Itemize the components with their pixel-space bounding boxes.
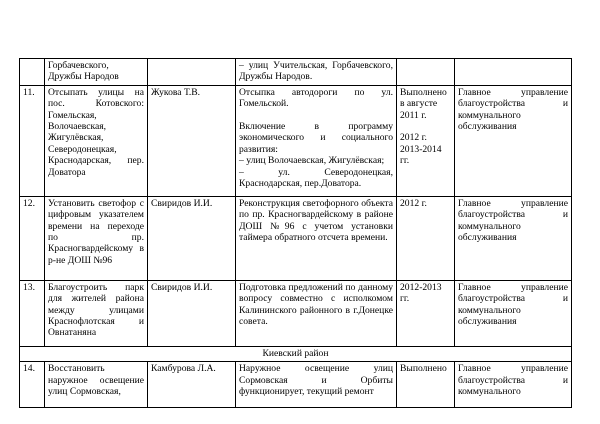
status-cell [397,85,455,196]
row-number [20,59,45,86]
notes-cell: Реконструкция светофорного объекта по пр. Красногвардейскому в районе ДОШ №96 с учетом установки таймера обратного отсчета времени. [236,196,397,280]
org-cell: Главное управление благоустройства и коммунального [455,362,572,408]
status-line: 2012 г. 2013-2014 гг. [400,132,442,167]
org-cell: Главное управление благоустройства и коммунального обслуживания [455,196,572,280]
notes-cell [236,85,397,196]
status-cell: 2012-2013 гг. [397,280,455,346]
notes-paragraph: Отсыпка автодороги по ул. Гомельской. [239,86,393,110]
notes-cell: – улиц Учительская, Горбачевского, Дружбы Народов. [236,59,397,86]
org-cell [455,59,572,86]
notes-cell: Подготовка предложений по данному вопросу совместно с исполкомом Калининского районного в г.Донецке совета. [236,280,397,346]
measures-table [19,58,572,408]
notes-paragraph: Включение в программу экономического и социального развития: [239,121,393,155]
responsible-cell [148,59,236,86]
activity-cell: Горбачевского, Дружбы Народов [45,59,148,86]
table-row [20,362,572,408]
responsible-cell: Свиридов И.И. [148,196,236,280]
row-number: 12. [20,196,45,280]
row-number: 14. [20,362,45,408]
activity-cell: Отсыпать улицы на пос. Котовского: Гомельская, Волочаевская, Жигулёвская, Северодонецкая, Краснодарская, пер. Доватора [45,85,148,196]
org-cell: Главное управление благоустройства и коммунального обслуживания [455,85,572,196]
status-cell [397,59,455,86]
notes-paragraph: – улиц Волочаевская, Жигулёвская; [239,155,385,167]
table-row [20,196,572,280]
activity-cell: Установить светофор с цифровым указателем времени на переходе по пр. Красногвардейскому в р-не ДОШ №96 [45,196,148,280]
section-row [20,346,572,361]
table-row [20,59,572,86]
table-row [20,85,572,196]
org-cell: Главное управление благоустройства и коммунального обслуживания [455,280,572,346]
status-cell: Выполнено [397,362,455,408]
row-number: 11. [20,85,45,196]
notes-paragraph: – ул. Северодонецкая, Краснодарская, пер.Доватора. [239,166,393,190]
status-line: Выполнено в августе 2011 г. [400,86,447,121]
row-number: 13. [20,280,45,346]
notes-cell: Наружное освещение улиц Сормовская и Орбиты функционирует, текущий ремонт [236,362,397,408]
responsible-cell: Камбурова Л.А. [148,362,236,408]
activity-cell: Благоустроить парк для жителей района между улицами Краснофлотская и Овнатаняна [45,280,148,346]
section-title: Киевский район [20,346,572,361]
responsible-cell: Жукова Т.В. [148,85,236,196]
responsible-cell: Свиридов И.И. [148,280,236,346]
status-cell: 2012 г. [397,196,455,280]
table-row [20,280,572,346]
activity-cell: Восстановить наружное освещение улиц Сормовская, [45,362,148,408]
